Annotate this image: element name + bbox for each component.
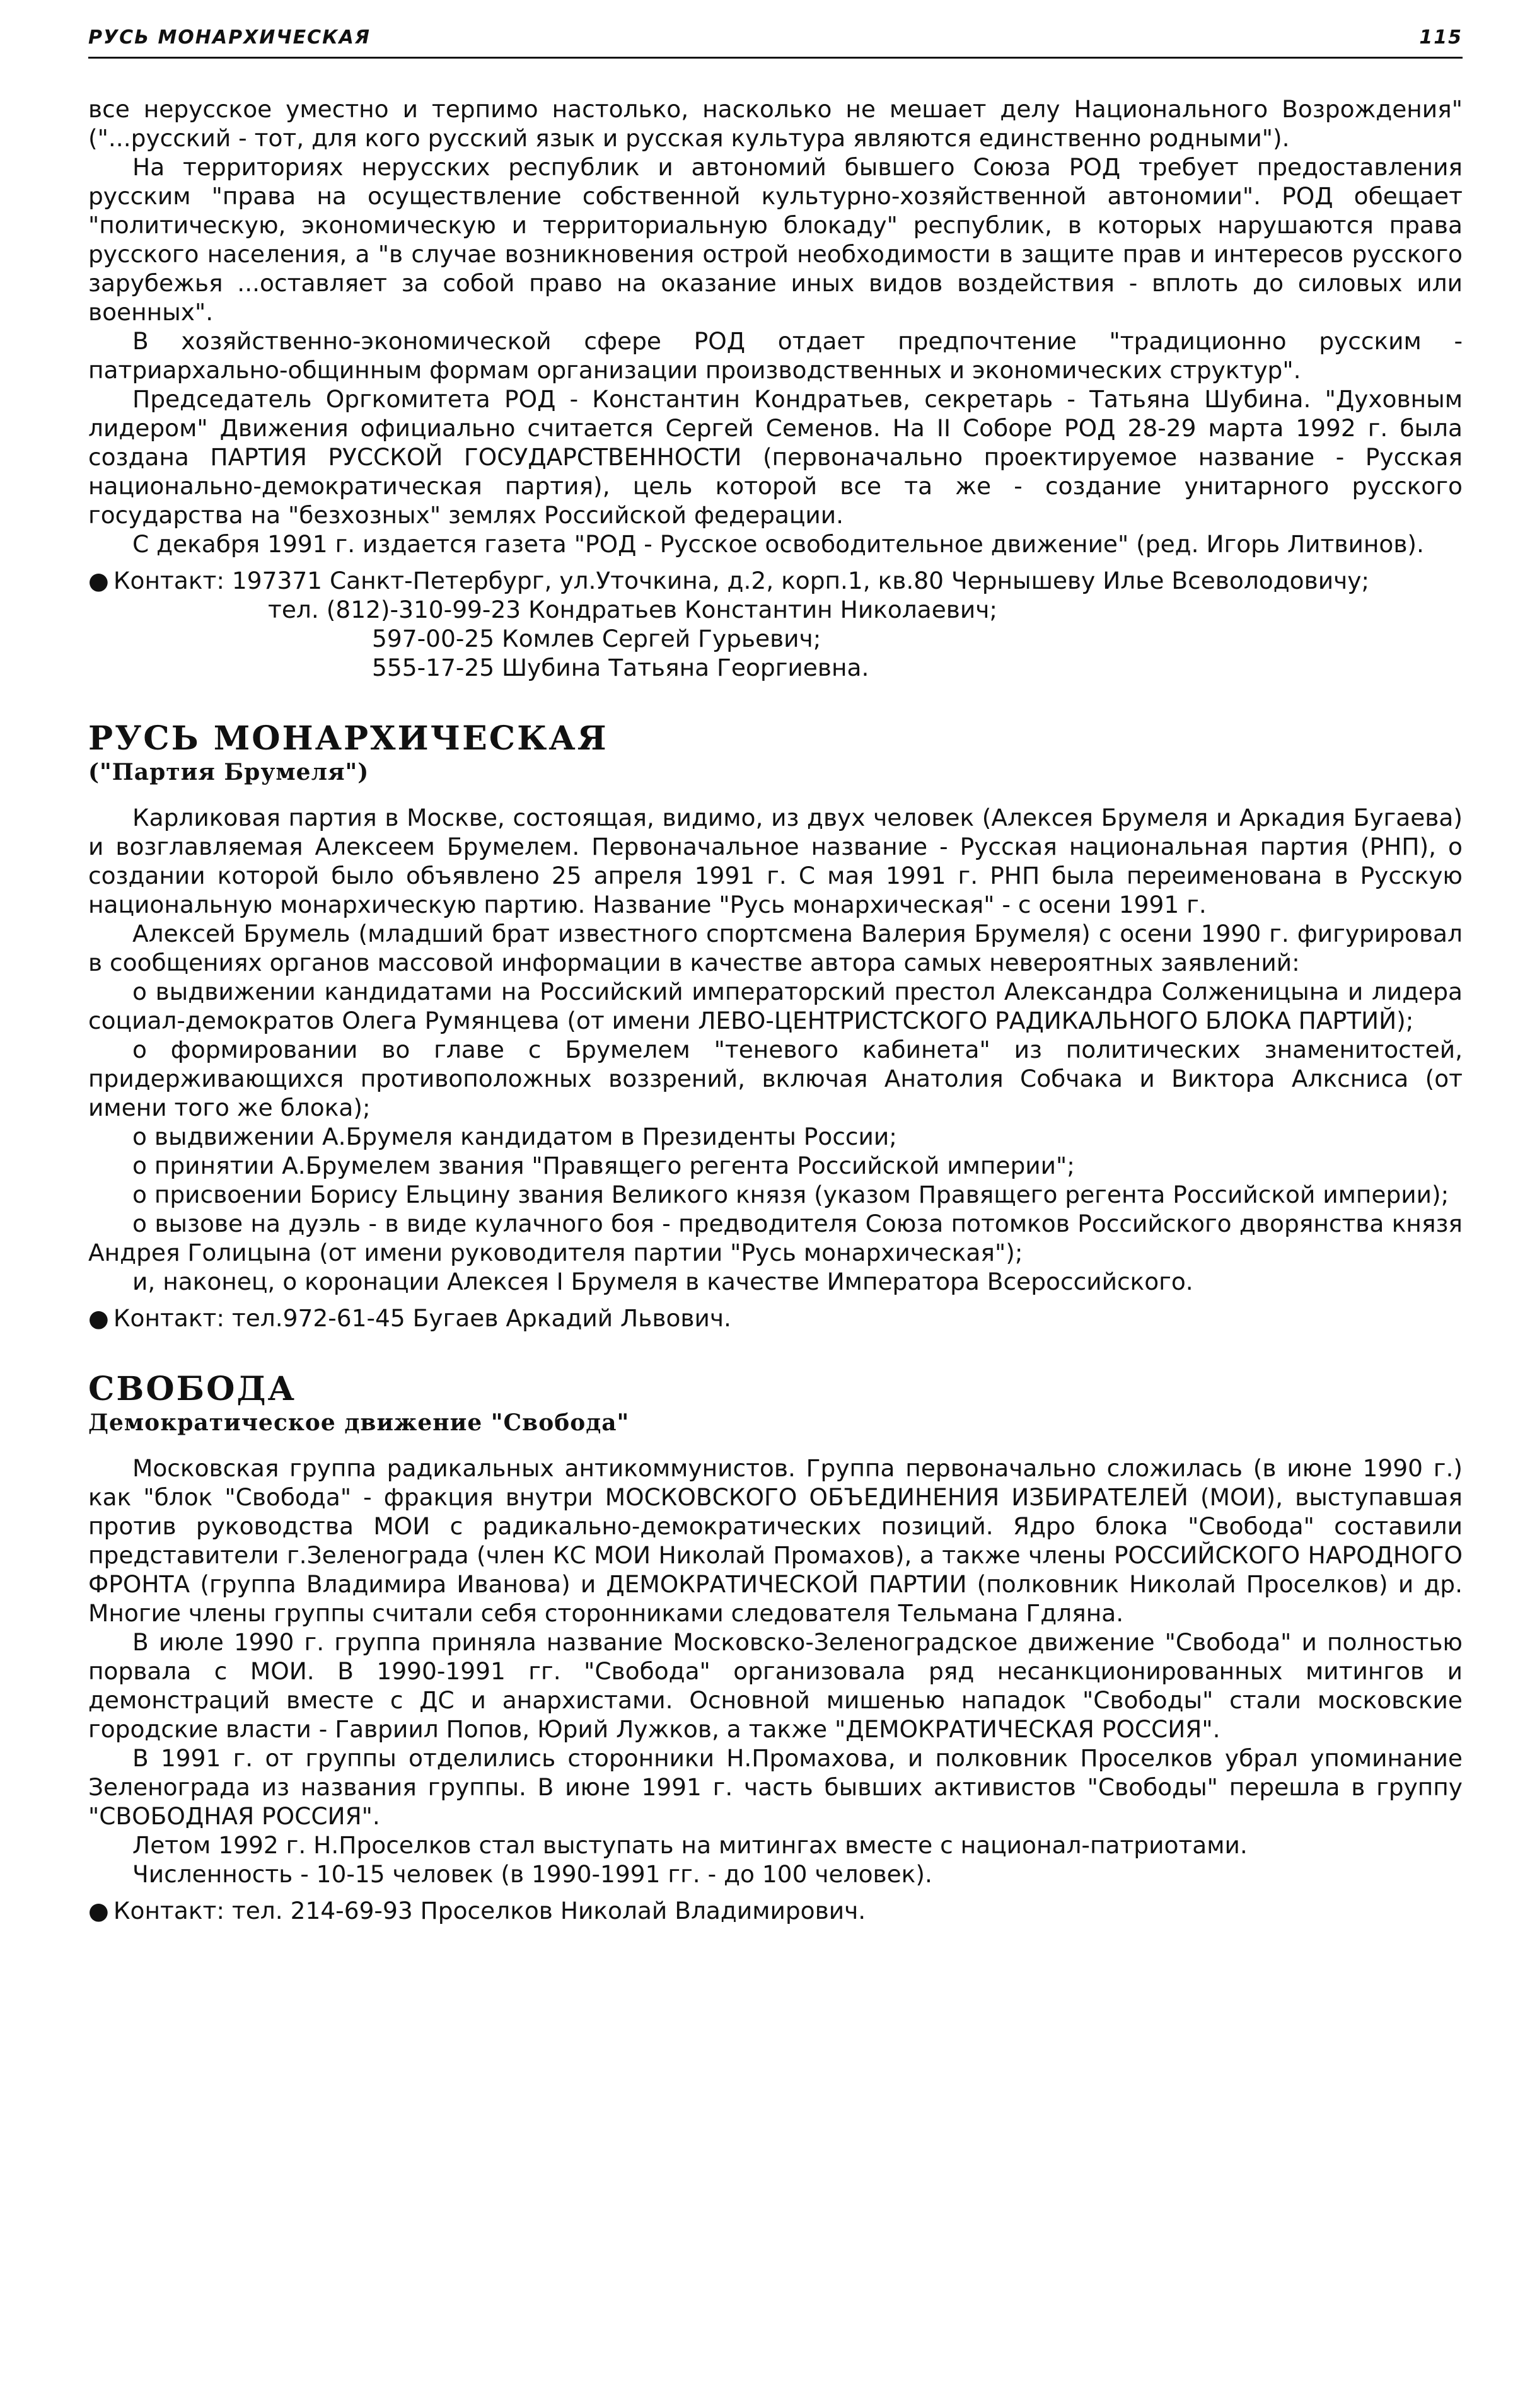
section-subtitle: ("Партия Брумеля") <box>88 759 369 785</box>
contact-line: тел. (812)-310-99-23 Кондратьев Константин Николаевич; <box>268 596 998 623</box>
running-head <box>88 19 1463 59</box>
paragraph: Алексей Брумель (младший брат известного спортсмена Валерия Брумеля) с осени 1990 г. фигурировал в сообщениях органов массовой информации в качестве автора самых невероятных заявлений: <box>88 920 1463 976</box>
list-item: о выдвижении А.Брумеля кандидатом в Президенты России; <box>132 1123 897 1150</box>
paragraph: Московская группа радикальных антикоммунистов. Группа первоначально сложилась (в июне 1990 г.) как "блок "Свобода" - фракция внутри МОСКОВСКОГО ОБЪЕДИНЕНИЯ ИЗБИРАТЕЛЕЙ (МОИ), выступавшая против руководства МОИ с радикально-демократических позиций. Ядро блока "Свобода" составили представители г.Зеленограда (член КС МОИ Николай Промахов), а также члены РОССИЙСКОГО НАРОДНОГО ФРОНТА (группа Владимира Иванова) и ДЕМОКРАТИЧЕСКОЙ ПАРТИИ (полковник Николай Проселков) и др. Многие члены группы считали себя сторонниками следователя Тельмана Гдляна. <box>88 1454 1463 1627</box>
contact-block <box>88 1304 1463 1333</box>
contact-line: ● Контакт: тел. 214-69-93 Проселков Николай Владимирович. <box>88 1897 866 1925</box>
paragraph: В июле 1990 г. группа приняла название Московско-Зеленоградское движение "Свобода" и полностью порвала с МОИ. В 1990-1991 гг. "Свобода" организовала ряд несанкционированных митингов и демонстраций вместе с ДС и анархистами. Основной мишенью нападок "Свободы" стали московские городские власти - Гавриил Попов, Юрий Лужков, а также "ДЕМОКРАТИЧЕСКАЯ РОССИЯ". <box>88 1628 1463 1743</box>
intro-section <box>88 95 1463 682</box>
section-title: СВОБОДА <box>88 1370 296 1408</box>
section-svoboda <box>88 1370 1463 1925</box>
paragraph: все нерусское уместно и терпимо настолько, насколько не мешает делу Национального Возрождения" ("...русский - тот, для кого русский язык и русская культура являются единственно родными"). <box>88 95 1463 152</box>
page-content <box>88 95 1463 1925</box>
paragraph: Председатель Оргкомитета РОД - Константин Кондратьев, секретарь - Татьяна Шубина. "Духовным лидером" Движения официально считается Сергей Семенов. На II Соборе РОД 28-29 марта 1992 г. была создана ПАРТИЯ РУССКОЙ ГОСУДАРСТВЕННОСТИ (первоначально проектируемое название - Русская национально-демократическая партия), цель которой все та же - создание унитарного русского государства на "безхозных" землях Российской федерации. <box>88 385 1463 529</box>
contact-block <box>88 566 1463 682</box>
paragraph: Летом 1992 г. Н.Проселков стал выступать на митингах вместе с национал-патриотами. <box>132 1831 1248 1859</box>
page-number: 115 <box>1419 26 1463 49</box>
list-item: о выдвижении кандидатами на Российский императорский престол Александра Солженицына и лидера социал-демократов Олега Румянцева (от имени ЛЕВО-ЦЕНТРИСТСКОГО РАДИКАЛЬНОГО БЛОКА ПАРТИЙ); <box>88 978 1463 1034</box>
contact-line: 555-17-25 Шубина Татьяна Георгиевна. <box>372 654 869 681</box>
paragraph: Карликовая партия в Москве, состоящая, видимо, из двух человек (Алексея Брумеля и Аркадия Бугаева) и возглавляемая Алексеем Брумелем. Первоначальное название - Русская национальная партия (РНП), о создании которой было объявлено 25 апреля 1991 г. С мая 1991 г. РНП была переименована в Русскую национальную монархическую партию. Название "Русь монархическая" - с осени 1991 г. <box>88 804 1463 918</box>
page <box>88 19 1463 2389</box>
bullet-icon: ● <box>88 1304 109 1332</box>
paragraph: В 1991 г. от группы отделились сторонники Н.Промахова, и полковник Проселков убрал упоминание Зеленограда из названия группы. В июне 1991 г. часть бывших активистов "Свободы" перешла в группу "СВОБОДНАЯ РОССИЯ". <box>88 1744 1463 1830</box>
contact-line: ● Контакт: 197371 Санкт-Петербург, ул.Уточкина, д.2, корп.1, кв.80 Чернышеву Илье Всеволодовичу; <box>88 567 1370 594</box>
section-title: РУСЬ МОНАРХИЧЕСКАЯ <box>88 719 608 758</box>
contact-line: ● Контакт: тел.972-61-45 Бугаев Аркадий Львович. <box>88 1304 731 1332</box>
section-subtitle: Демократическое движение "Свобода" <box>88 1409 630 1436</box>
bullet-icon: ● <box>88 567 109 594</box>
section-rus-monarkhicheskaya <box>88 720 1463 1333</box>
paragraph: С декабря 1991 г. издается газета "РОД - Русское освободительное движение" (ред. Игорь Литвинов). <box>132 530 1424 558</box>
contact-block <box>88 1896 1463 1925</box>
contact-line: 597-00-25 Комлев Сергей Гурьевич; <box>372 625 821 652</box>
list-item: о формировании во главе с Брумелем "теневого кабинета" из политических знаменитостей, придерживающихся противоположных воззрений, включая Анатолия Собчака и Виктора Алксниса (от имени того же блока); <box>88 1036 1463 1121</box>
paragraph: На территориях нерусских республик и автономий бывшего Союза РОД требует предоставления русским "права на осуществление собственной культурно-хозяйственной автономии". РОД обещает "политическую, экономическую и территориальную блокаду" республик, в которых нарушаются права русского населения, а "в случае возникновения острой необходимости в защите прав и интересов русского зарубежья ...оставляет за собой право на оказание иных видов воздействия - вплоть до силовых или военных". <box>88 153 1463 326</box>
paragraph: Численность - 10-15 человек (в 1990-1991 гг. - до 100 человек). <box>132 1860 932 1888</box>
list-item: о принятии А.Брумелем звания "Правящего регента Российской империи"; <box>132 1152 1075 1179</box>
running-title: РУСЬ МОНАРХИЧЕСКАЯ <box>88 26 371 49</box>
list-item: и, наконец, о коронации Алексея I Брумеля в качестве Императора Всероссийского. <box>132 1268 1193 1295</box>
list-item: о вызове на дуэль - в виде кулачного боя - предводителя Союза потомков Российского дворянства князя Андрея Голицына (от имени руководителя партии "Русь монархическая"); <box>88 1210 1463 1266</box>
bullet-icon: ● <box>88 1897 109 1925</box>
paragraph: В хозяйственно-экономической сфере РОД отдает предпочтение "традиционно русским - патриархально-общинным формам организации производственных и экономических структур". <box>88 327 1463 384</box>
list-item: о присвоении Борису Ельцину звания Великого князя (указом Правящего регента Российской империи); <box>132 1181 1449 1208</box>
